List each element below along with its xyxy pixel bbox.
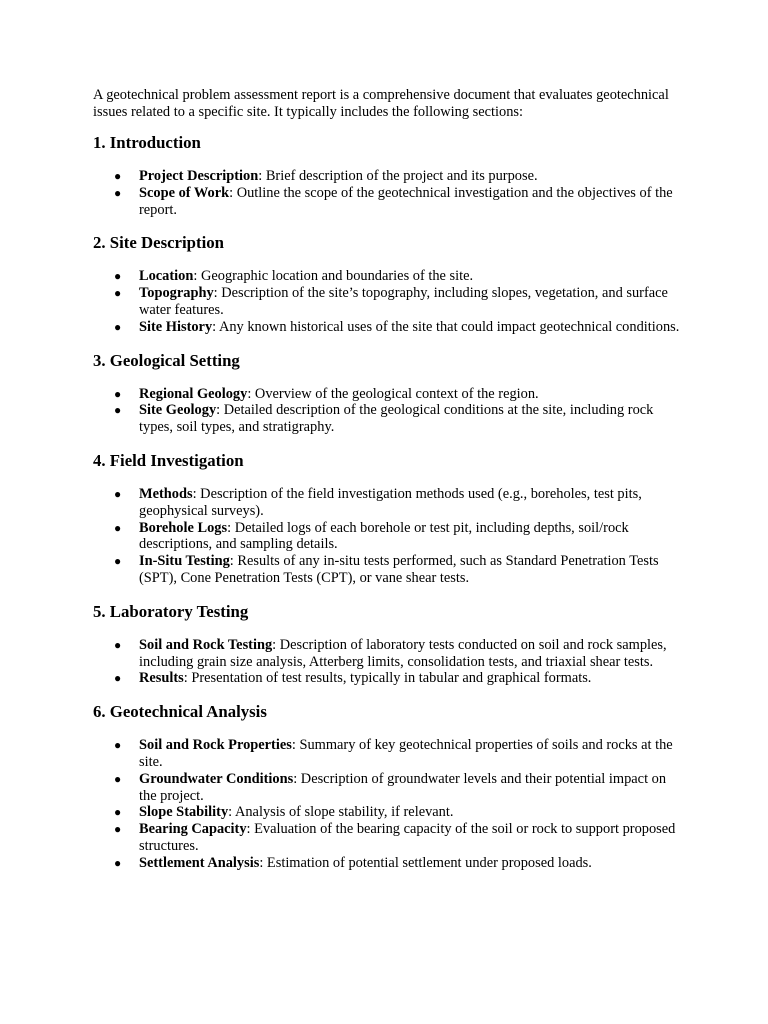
item-term: Location [139,268,194,285]
list-item [93,553,683,587]
list-item [93,804,683,821]
item-text: : Outline the scope of the geotechnical investigation and the objectives of the report. [139,184,673,218]
item-text: : Description of the field investigation methods used (e.g., boreholes, test pits, geophysical surveys). [139,485,642,519]
list-item [93,319,683,336]
bullet-icon: ● [114,169,122,183]
item-term: Scope of Work [139,184,230,201]
section-heading: 2. Site Description [93,233,224,253]
item-text: : Estimation of potential settlement under proposed loads. [259,854,592,871]
item-text: : Description of laboratory tests conducted on soil and rock samples, including grain size analysis, Atterberg limits, consolidation tests, and triaxial shear tests. [139,636,667,670]
bullet-icon: ● [114,269,122,284]
bullet-icon: ● [114,738,122,753]
item-text: : Description of the site’s topography, including slopes, vegetation, and surface water features. [139,285,668,318]
section-geotechnical-analysis [93,702,683,871]
item-term: Topography [139,285,214,302]
bullet-icon: ● [114,637,122,652]
item-term: In-Situ Testing [139,553,230,570]
bullet-icon: ● [114,185,122,200]
item-text: : Detailed description of the geological conditions at the site, including rock types, soil types, and stratigraphy. [139,402,654,436]
document-page [93,87,683,887]
bullet-list [93,737,683,871]
bullet-icon: ● [114,855,122,870]
list-item [93,486,683,520]
item-text: : Presentation of test results, typically in tabular and graphical formats. [183,670,592,687]
bullet-icon: ● [114,520,122,535]
list-item [93,855,683,872]
item-term: Borehole Logs [139,519,228,536]
list-item [93,402,683,436]
bullet-list [93,637,683,687]
list-item [93,185,683,219]
section-heading: 4. Field Investigation [93,450,244,470]
item-text: : Analysis of slope stability, if relevant. [228,804,454,821]
bullet-icon: ● [114,822,122,837]
list-item [93,268,683,285]
list-item [93,637,683,671]
item-term: Soil and Rock Testing [139,636,273,653]
section-heading: 6. Geotechnical Analysis [93,702,267,722]
bullet-icon: ● [114,671,122,686]
list-item [93,821,683,855]
item-text: : Overview of the geological context of the region. [247,385,539,402]
item-term: Site History [139,318,213,335]
list-item [93,285,683,319]
bullet-list [93,386,683,436]
bullet-list [93,268,683,335]
bullet-icon: ● [114,286,122,301]
bullet-icon: ● [114,319,122,334]
list-item [93,386,683,403]
item-term: Slope Stability [139,804,229,821]
bullet-icon: ● [114,805,122,820]
item-term: Site Geology [139,402,217,419]
section-site-description [93,233,683,335]
item-text: : Results of any in-situ tests performed, such as Standard Penetration Tests (SPT), Cone Penetration Tests (CPT), or vane shear tests. [139,553,659,586]
bullet-list [93,168,683,218]
item-term: Settlement Analysis [139,854,260,871]
section-heading: 1. Introduction [93,133,201,152]
item-term: Soil and Rock Properties [139,737,292,754]
list-item [93,771,683,805]
bullet-icon: ● [114,486,122,501]
list-item [93,670,683,687]
bullet-icon: ● [114,554,122,569]
section-heading: 5. Laboratory Testing [93,601,249,621]
bullet-list [93,486,683,587]
bullet-icon: ● [114,771,122,786]
section-heading: 3. Geological Setting [93,350,240,370]
section-introduction [93,133,683,218]
item-text: : Any known historical uses of the site that could impact geotechnical conditions. [212,318,680,335]
item-term: Bearing Capacity [139,821,247,838]
list-item [93,168,683,185]
list-item [93,520,683,554]
bullet-icon: ● [114,386,122,401]
item-text: : Brief description of the project and its purpose. [258,168,538,184]
item-text: : Detailed logs of each borehole or test pit, including depths, soil/rock descriptions, and sampling details. [139,519,629,553]
bullet-icon: ● [114,403,122,418]
item-term: Methods [139,485,193,502]
list-item [93,737,683,771]
section-geological-setting [93,351,683,436]
section-laboratory-testing [93,602,683,687]
item-text: : Summary of key geotechnical properties of soils and rocks at the site. [139,737,673,770]
section-field-investigation [93,451,683,587]
item-text: : Evaluation of the bearing capacity of the soil or rock to support proposed structures. [139,821,676,854]
item-term: Results [139,670,184,687]
item-term: Regional Geology [139,385,248,402]
item-text: : Geographic location and boundaries of the site. [193,268,474,285]
intro-paragraph: A geotechnical problem assessment report is a comprehensive document that evaluates geotechnical issues related to a specific site. It typically includes the following sections: [93,87,669,120]
item-term: Groundwater Conditions [139,770,294,787]
item-text: : Description of groundwater levels and their potential impact on the project. [139,770,667,804]
item-term: Project Description [139,168,259,184]
